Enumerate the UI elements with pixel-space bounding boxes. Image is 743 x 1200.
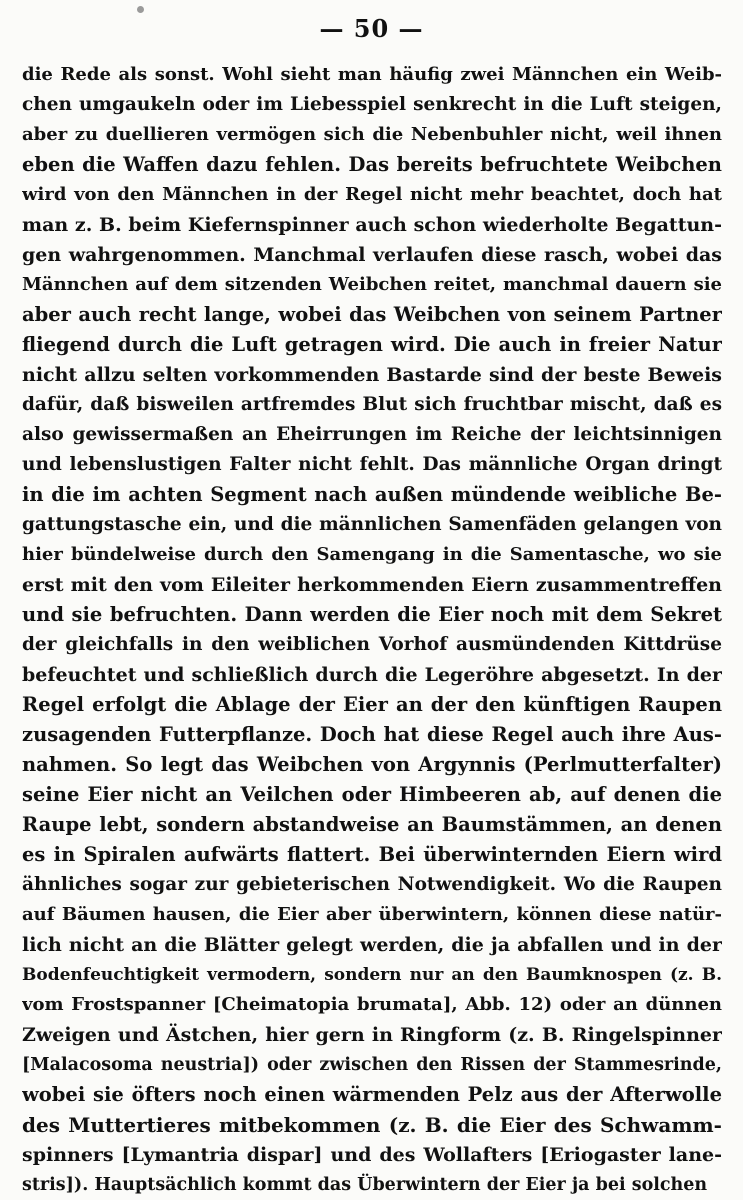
text-line: und lebenslustigen Falter nicht fehlt. Das männliche Organ dringt [22, 454, 722, 475]
text-line: [Malacosoma neustria]) oder zwischen den Rissen der Stammesrinde, [22, 1055, 722, 1075]
text-line: eben die Waffen dazu fehlen. Das bereits befruchtete Weibchen [22, 153, 722, 176]
text-line: wird von den Männchen in der Regel nicht mehr beachtet, doch hat [22, 184, 722, 205]
ink-speck [137, 6, 144, 13]
text-line: befeuchtet und schließlich durch die Legeröhre abgesetzt. In der [22, 664, 722, 686]
text-line: chen umgaukeln oder im Liebesspiel senkrecht in die Luft steigen, [22, 94, 722, 115]
text-line: dafür, daß bisweilen artfremdes Blut sich fruchtbar mischt, daß es [22, 394, 722, 415]
text-line: man z. B. beim Kiefernspinner auch schon wiederholte Begattun- [22, 214, 722, 236]
text-line: also gewissermaßen an Eheirrungen im Reiche der leichtsinnigen [22, 424, 722, 445]
text-line: vom Frostspanner [Cheimatopia brumata], Abb. 12) oder an dünnen [22, 994, 722, 1015]
text-line: stris]). Hauptsächlich kommt das Überwintern der Eier ja bei solchen [22, 1175, 708, 1195]
text-line: lich nicht an die Blätter gelegt werden, die ja abfallen und in der [22, 934, 722, 956]
text-line: die Rede als sonst. Wohl sieht man häufig zwei Männchen ein Weib- [22, 64, 722, 85]
text-line: zusagenden Futterpflanze. Doch hat diese Regel auch ihre Aus- [22, 723, 722, 746]
body-text [22, 60, 722, 1200]
text-line: nahmen. So legt das Weibchen von Argynnis (Perlmutterfalter) [22, 753, 722, 776]
text-line: wobei sie öfters noch einen wärmenden Pelz aus der Afterwolle [22, 1083, 722, 1106]
text-line: spinners [Lymantria dispar] und des Wollafters [Eriogaster lane- [22, 1144, 722, 1166]
text-line: gattungstasche ein, und die männlichen Samenfäden gelangen von [22, 514, 722, 535]
text-line: auf Bäumen hausen, die Eier aber überwintern, können diese natür- [22, 904, 722, 925]
text-line: aber zu duellieren vermögen sich die Nebenbuhler nicht, weil ihnen [22, 124, 722, 145]
text-line: nicht allzu selten vorkommenden Bastarde sind der beste Beweis [22, 364, 722, 386]
text-line: fliegend durch die Luft getragen wird. Die auch in freier Natur [22, 333, 722, 356]
text-line: es in Spiralen aufwärts flattert. Bei überwinternden Eiern wird [22, 843, 722, 866]
text-line: ähnliches sogar zur gebieterischen Notwendigkeit. Wo die Raupen [22, 874, 722, 895]
text-line: in die im achten Segment nach außen mündende weibliche Be- [22, 483, 722, 506]
text-line: aber auch recht lange, wobei das Weibchen von seinem Partner [22, 303, 722, 326]
text-line: Männchen auf dem sitzenden Weibchen reitet, manchmal dauern sie [22, 274, 722, 295]
page-number: — 50 — [319, 14, 424, 43]
text-line: Regel erfolgt die Ablage der Eier an der den künftigen Raupen [22, 693, 722, 716]
text-line: Zweigen und Ästchen, hier gern in Ringform (z. B. Ringelspinner [22, 1024, 722, 1046]
text-line: des Muttertieres mitbekommen (z. B. die Eier des Schwamm- [22, 1113, 722, 1137]
text-line: Bodenfeuchtigkeit vermodern, sondern nur an den Baumknospen (z. B. [22, 965, 722, 985]
text-line: hier bündelweise durch den Samengang in die Samentasche, wo sie [22, 544, 722, 565]
text-line: und sie befruchten. Dann werden die Eier noch mit dem Sekret [22, 603, 722, 626]
text-line: Raupe lebt, sondern abstandweise an Baumstämmen, an denen [22, 813, 722, 836]
text-line: gen wahrgenommen. Manchmal verlaufen diese rasch, wobei das [22, 244, 722, 266]
text-line: seine Eier nicht an Veilchen oder Himbeeren ab, auf denen die [22, 783, 722, 806]
text-line: der gleichfalls in den weiblichen Vorhof ausmündenden Kittdrüse [22, 634, 722, 655]
text-line: erst mit den vom Eileiter herkommenden Eiern zusammentreffen [22, 574, 722, 596]
